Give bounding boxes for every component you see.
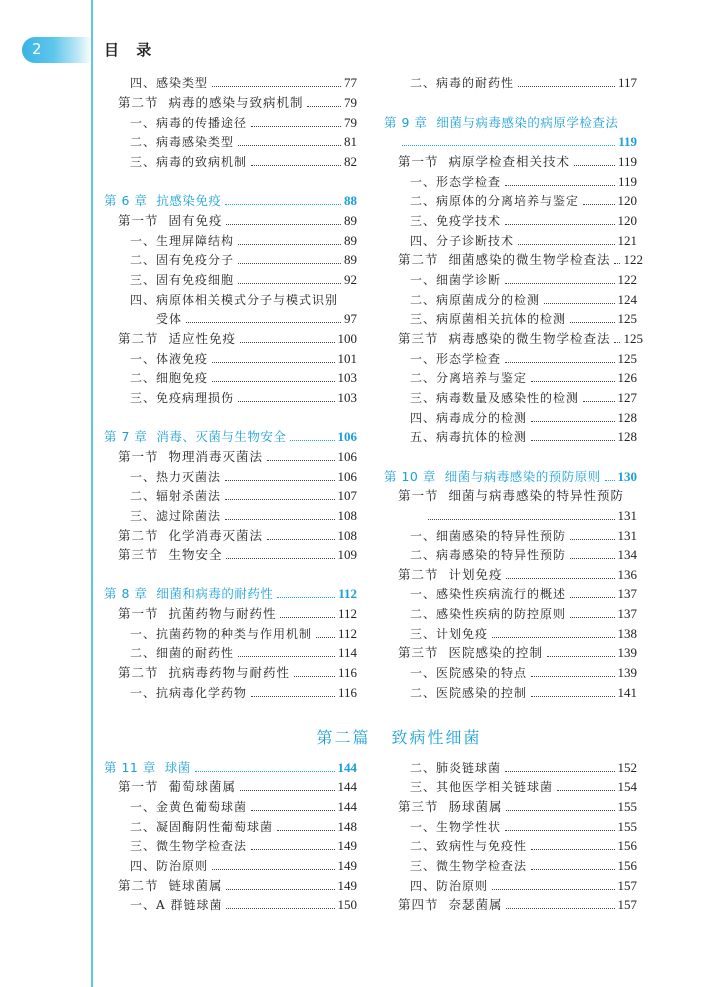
toc-entry-page: 79 [344,95,357,110]
toc-entry [410,349,637,369]
toc-entry-page: 136 [617,567,637,582]
dot-leader [557,790,614,791]
dot-leader [238,283,341,284]
toc-entry [130,73,357,93]
toc-entry-title: 四、防治原则 [410,879,489,893]
toc-entry-page: 150 [337,897,357,912]
toc-entry [398,643,637,663]
toc-entry-page: 131 [617,528,637,543]
toc-entry-page: 119 [618,134,637,149]
toc-entry-title: 三、病毒的致病机制 [130,155,248,169]
toc-entry-page: 128 [617,410,637,425]
toc-entry-title: 三、病毒数量及感染性的检测 [410,391,580,405]
margin-rule [91,0,93,987]
toc-entry [410,73,637,93]
toc-entry-title: 第一节 抗菌药物与耐药性 [118,606,277,621]
toc-entry-page: 130 [617,469,637,484]
toc-entry-page: 108 [337,508,357,523]
dot-leader [225,519,334,520]
toc-entry-page: 112 [337,626,357,641]
dot-leader [570,322,614,323]
toc-entry-title: 一、医院感染的特点 [410,666,528,680]
toc-entry [130,270,357,290]
toc-entry-page: 112 [338,586,357,601]
toc-entry [410,836,637,856]
toc-entry-title: 第二节 化学消毒灭菌法 [118,528,263,543]
dot-leader [574,165,615,166]
toc-entry-title: 一、细菌学诊断 [410,273,502,287]
toc-entry-title: 第三节 病毒感染的微生物学检查法 [398,331,611,346]
dot-leader [614,342,620,343]
toc-entry-page: 107 [337,488,357,503]
toc-entry-page: 106 [337,449,357,464]
toc-entry-page: 148 [337,819,357,834]
toc-entry-page: 120 [617,213,637,228]
toc-entry [104,191,357,211]
toc-entry-title: 第二节 病毒的感染与致病机制 [118,95,304,110]
toc-entry [410,604,637,624]
dot-leader [518,86,615,87]
toc-entry-title: 一、形态学检查 [410,352,502,366]
page-number-tab [22,37,92,63]
toc-entry [130,683,357,703]
toc-entry [410,290,637,310]
dot-leader [605,480,615,481]
toc-entry-page: 127 [617,390,637,405]
toc-entry-page: 82 [344,154,357,169]
toc-entry-title: 一、热力灭菌法 [130,470,222,484]
dot-leader [570,539,614,540]
toc-entry-title: 一、病毒的传播途径 [130,116,248,130]
dot-leader [226,908,334,909]
toc-entry [398,132,637,152]
toc-entry-page: 122 [617,272,637,287]
dot-leader [531,696,614,697]
dot-leader [290,440,334,441]
toc-entry [410,526,637,546]
toc-entry [118,876,357,896]
toc-entry-title: 第二节 适应性免疫 [118,331,236,346]
toc-entry-title: 三、滤过除菌法 [130,509,222,523]
toc-entry-page: 124 [617,292,637,307]
dot-leader [238,145,341,146]
toc-entry-title: 第 10 章 细菌与病毒感染的预防原则 [384,469,601,484]
toc-entry-title: 四、分子诊断技术 [410,234,515,248]
toc-entry-page: 92 [344,272,357,287]
dot-leader [195,771,335,772]
dot-leader [570,558,614,559]
toc-entry [130,368,357,388]
toc-entry-title: 第 9 章 细菌与病毒感染的病原学检查法 [384,115,619,130]
dot-leader [544,303,614,304]
page-number: 2 [32,40,42,58]
toc-entry-page: 131 [617,508,637,523]
dot-leader [212,381,334,382]
toc-entry [410,231,637,251]
toc-entry-title: 四、病毒成分的检测 [410,411,528,425]
toc-entry-title: 三、病原菌相关抗体的检测 [410,312,567,326]
toc-entry-title: 一、生理屏障结构 [130,234,235,248]
dot-leader [280,617,335,618]
toc-entry [130,132,357,152]
dot-leader [614,263,620,264]
toc-entry [410,817,637,837]
dot-leader [506,908,614,909]
dot-leader [238,244,341,245]
toc-entry-page: 155 [617,819,637,834]
toc-entry-title: 第一节 物理消毒灭菌法 [118,449,263,464]
toc-entry [398,486,637,506]
toc-entry-title: 二、病原菌成分的检测 [410,293,541,307]
toc-entry-title: 五、病毒抗体的检测 [410,430,528,444]
toc-entry-title: 二、医院感染的控制 [410,686,528,700]
dot-leader [505,185,615,186]
toc-entry [410,856,637,876]
toc-entry-page: 121 [617,233,637,248]
toc-entry [130,856,357,876]
dot-leader [277,597,335,598]
toc-entry-title: 受体 [156,312,183,326]
dot-leader [505,224,614,225]
toc-entry [398,152,637,172]
toc-entry-page: 156 [617,858,637,873]
toc-entry [424,506,637,526]
toc-entry [130,113,357,133]
dot-leader [316,637,335,638]
toc-entry [410,545,637,565]
toc-entry [410,368,637,388]
toc-entry-title: 三、免疫病理损伤 [130,391,235,405]
toc-entry-title: 第 11 章 球菌 [104,760,191,775]
toc-entry [130,152,357,172]
toc-entry [130,797,357,817]
toc-entry-title: 第 7 章 消毒、灭菌与生物安全 [104,429,287,444]
toc-entry [410,876,637,896]
toc-entry-page: 106 [337,429,357,444]
toc-entry-page: 79 [344,115,357,130]
toc-entry [118,545,357,565]
toc-entry-page: 137 [617,606,637,621]
toc-entry-title: 第一节 固有免疫 [118,213,223,228]
toc-entry-page: 114 [337,645,357,660]
dot-leader [307,106,341,107]
toc-entry-title: 第二节 抗病毒药物与耐药性 [118,665,290,680]
toc-entry-page: 149 [337,878,357,893]
dot-leader [402,145,615,146]
toc-entry [384,113,637,133]
toc-entry [118,447,357,467]
dot-leader [267,539,335,540]
toc-entry-title: 二、分离培养与鉴定 [410,371,528,385]
toc-entry-page: 77 [344,75,357,90]
toc-entry [118,93,357,113]
dot-leader [251,810,334,811]
toc-entry-page: 108 [337,528,357,543]
toc-entry [398,565,637,585]
toc-entry-title: 三、微生物学检查法 [130,839,248,853]
toc-entry [130,250,357,270]
dot-leader [505,771,614,772]
dot-leader [531,849,614,850]
toc-entry-page: 89 [344,233,357,248]
toc-entry-page: 109 [337,547,357,562]
toc-entry-title: 一、抗菌药物的种类与作用机制 [130,627,313,641]
dot-leader [583,204,614,205]
toc-entry [384,467,637,487]
dot-leader [570,617,614,618]
toc-entry-page: 125 [617,351,637,366]
toc-entry-title: 第 8 章 细菌和病毒的耐药性 [104,586,274,601]
toc-entry [130,895,357,915]
dot-leader [238,401,334,402]
dot-leader [225,204,341,205]
toc-entry-page: 116 [337,685,357,700]
toc-entry-page: 116 [337,665,357,680]
toc-entry-page: 81 [344,134,357,149]
toc-entry [410,663,637,683]
toc-entry-title: 三、计划免疫 [410,627,489,641]
toc-entry-title: 二、辐射杀菌法 [130,489,222,503]
toc-entry-title: 二、病毒感染的特异性预防 [410,548,567,562]
toc-entry-title: 二、病原体的分离培养与鉴定 [410,194,580,208]
dot-leader [238,263,341,264]
dot-leader [226,558,334,559]
toc-entry-page: 106 [337,469,357,484]
part-heading: 第二篇 致病性细菌 [316,728,482,747]
dot-leader [238,656,335,657]
toc-entry [130,467,357,487]
dot-leader [570,597,614,598]
toc-entry-title: 二、肺炎链球菌 [410,761,502,775]
toc-entry-title: 第三节 生物安全 [118,547,223,562]
toc-entry-page: 126 [617,370,637,385]
toc-entry-title: 一、感染性疾病流行的概述 [410,587,567,601]
toc-entry-title: 二、凝固酶阴性葡萄球菌 [130,820,274,834]
toc-entry [104,584,357,604]
toc-entry [410,758,637,778]
toc-entry [410,309,637,329]
dot-leader [212,362,334,363]
toc-entry-page: 117 [617,75,637,90]
toc-entry-page: 156 [617,838,637,853]
toc-entry [410,191,637,211]
toc-entry [410,683,637,703]
dot-leader [506,578,614,579]
toc-entry [130,486,357,506]
toc-entry-page: 89 [344,252,357,267]
dot-leader [531,440,614,441]
dot-leader [531,421,614,422]
toc-entry-page: 120 [617,193,637,208]
toc-entry-page: 152 [617,760,637,775]
toc-entry [130,624,357,644]
toc-entry-title: 四、防治原则 [130,859,209,873]
toc-entry-title: 二、细胞免疫 [130,371,209,385]
toc-entry [410,172,637,192]
toc-entry-title: 第三节 医院感染的控制 [398,645,543,660]
toc-entry-page: 119 [617,174,637,189]
toc-entry-title: 第一节 细菌与病毒感染的特异性预防 [398,488,624,503]
dot-leader [547,656,615,657]
toc-entry-page: 137 [617,586,637,601]
dot-leader [240,342,335,343]
toc-entry [130,290,357,310]
dot-leader [492,637,614,638]
toc-entry [118,604,357,624]
toc-entry-title: 一、金黄色葡萄球菌 [130,800,248,814]
toc-entry-title: 第二节 计划免疫 [398,567,503,582]
toc-entry-page: 141 [617,685,637,700]
toc-entry-page: 119 [617,154,637,169]
toc-entry-page: 89 [344,213,357,228]
toc-entry-title: 三、免疫学技术 [410,214,502,228]
dot-leader [583,401,614,402]
toc-entry-title: 一、抗病毒化学药物 [130,686,248,700]
toc-entry-title: 三、微生物学检查法 [410,859,528,873]
toc-entry-title: 一、形态学检查 [410,175,502,189]
toc-entry-page: 122 [623,252,643,267]
toc-entry-page: 157 [617,897,637,912]
toc-entry [118,777,357,797]
toc-entry-page: 134 [617,547,637,562]
toc-entry-page: 125 [617,311,637,326]
toc-entry-title: 一、A 群链球菌 [130,898,223,912]
toc-entry-page: 103 [337,390,357,405]
toc-entry [104,758,357,778]
toc-entry [398,797,637,817]
toc-entry [410,427,637,447]
toc-entry-title: 二、细菌的耐药性 [130,646,235,660]
toc-entry [398,329,643,349]
toc-entry [104,427,357,447]
dot-leader [251,126,341,127]
toc-entry-title: 三、其他医学相关链球菌 [410,780,554,794]
toc-entry [118,663,357,683]
toc-entry [118,526,357,546]
toc-entry-title: 一、生物学性状 [410,820,502,834]
toc-entry-page: 144 [337,760,357,775]
dot-leader [531,381,614,382]
toc-entry-title: 四、病原体相关模式分子与模式识别 [130,293,339,307]
dot-leader [531,676,614,677]
toc-entry-page: 149 [337,838,357,853]
toc-entry-title: 三、固有免疫细胞 [130,273,235,287]
dot-leader [240,790,335,791]
toc-entry [410,408,637,428]
toc-entry [130,231,357,251]
toc-entry [118,211,357,231]
toc-entry-title: 第二节 细菌感染的微生物学检查法 [398,252,611,267]
toc-entry [130,643,357,663]
toc-entry [130,817,357,837]
toc-entry [410,584,637,604]
toc-entry-page: 128 [617,429,637,444]
dot-leader [506,810,614,811]
toc-entry-title: 二、病毒感染类型 [130,135,235,149]
dot-leader [226,889,334,890]
dot-leader [251,849,334,850]
toc-entry-page: 100 [337,331,357,346]
toc-entry [130,506,357,526]
dot-leader [225,480,334,481]
toc-entry-page: 155 [617,799,637,814]
dot-leader [518,244,614,245]
toc-entry-title: 第四节 奈瑟菌属 [398,897,503,912]
toc-entry [130,349,357,369]
toc-entry-title: 第一节 葡萄球菌属 [118,779,236,794]
toc-entry-page: 144 [337,799,357,814]
toc-entry-title: 第 6 章 抗感染免疫 [104,193,222,208]
toc-entry-title: 二、病毒的耐药性 [410,76,515,90]
toc-entry-page: 103 [337,370,357,385]
toc-entry-title: 一、细菌感染的特异性预防 [410,529,567,543]
toc-entry-title: 二、致病性与免疫性 [410,839,528,853]
toc-entry-page: 101 [337,351,357,366]
dot-leader [294,676,335,677]
toc-entry [410,777,637,797]
toc-entry [410,388,637,408]
toc-entry-title: 二、固有免疫分子 [130,253,235,267]
toc-entry-page: 149 [337,858,357,873]
toc-entry-title: 一、体液免疫 [130,352,209,366]
dot-leader [212,86,341,87]
toc-entry-page: 125 [623,331,643,346]
dot-leader [251,165,341,166]
toc-entry [398,895,637,915]
dot-leader [492,889,614,890]
toc-entry [410,270,637,290]
toc-entry [156,309,357,329]
toc-entry [410,624,637,644]
toc-entry-page: 138 [617,626,637,641]
toc-entry-page: 139 [617,645,637,660]
toc-entry-page: 97 [344,311,357,326]
toc-entry [118,329,357,349]
toc-entry-title: 二、感染性疾病的防控原则 [410,607,567,621]
toc-entry-title: 四、感染类型 [130,76,209,90]
toc-entry-page: 88 [344,193,357,208]
toc-entry-page: 154 [617,779,637,794]
toc-entry [130,388,357,408]
dot-leader [531,869,614,870]
toc-entry-page: 139 [617,665,637,680]
dot-leader [226,224,341,225]
toc-entry [398,250,643,270]
dot-leader [428,519,615,520]
toc-entry-page: 157 [617,878,637,893]
page-title: 目 录 [104,41,158,59]
toc-entry-title: 第二节 链球菌属 [118,878,223,893]
toc-entry-page: 112 [337,606,357,621]
dot-leader [225,499,334,500]
dot-leader [505,362,614,363]
toc-entry [130,836,357,856]
toc-entry-title: 第三节 肠球菌属 [398,799,503,814]
dot-leader [251,696,335,697]
toc-entry-title: 第一节 病原学检查相关技术 [398,154,570,169]
dot-leader [267,460,335,461]
dot-leader [212,869,334,870]
dot-leader [505,830,614,831]
toc-entry-page: 144 [337,779,357,794]
dot-leader [277,830,334,831]
dot-leader [186,322,341,323]
dot-leader [505,283,614,284]
toc-entry [410,211,637,231]
